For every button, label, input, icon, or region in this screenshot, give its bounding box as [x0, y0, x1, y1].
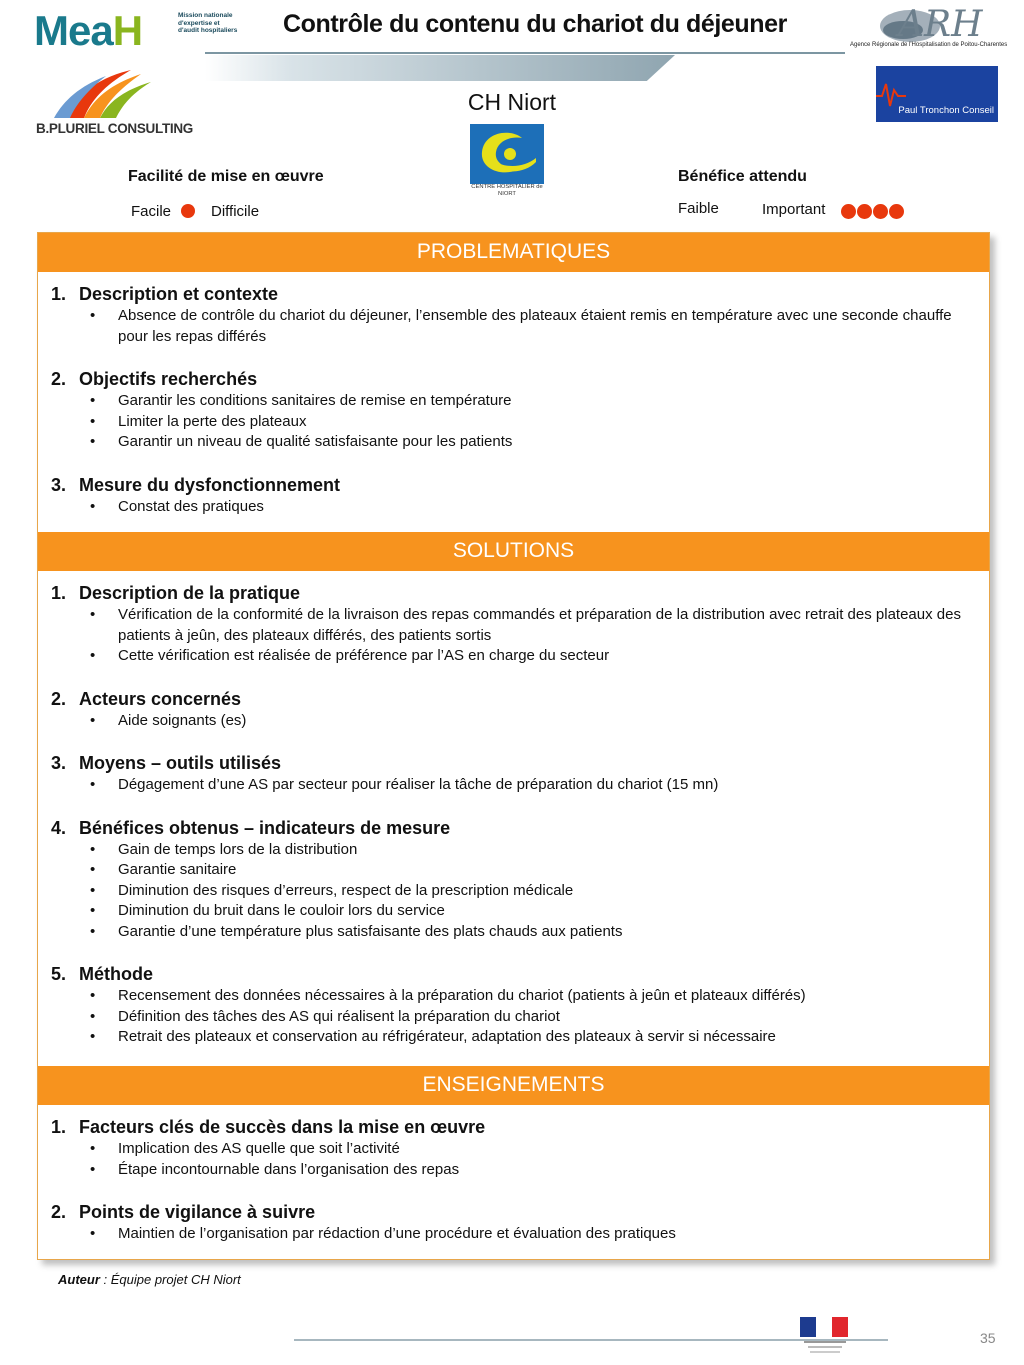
enseignements-item-heading	[51, 1202, 315, 1223]
problematiques-bullet-item	[90, 391, 980, 412]
solutions-bullet-item	[90, 901, 980, 922]
solutions-item-title: Bénéfices obtenus – indicateurs de mesure	[79, 817, 451, 838]
problematiques-bullet-text: Garantir un niveau de qualité satisfaisante pour les patients	[118, 433, 513, 450]
solutions-item-title: Méthode	[79, 964, 153, 984]
solutions-item-number: 3.	[51, 753, 67, 773]
marianne-logo	[796, 1315, 854, 1359]
author-label: Auteur	[58, 1272, 100, 1287]
solutions-bullet-text: Retrait des plateaux et conservation au réfrigérateur, adaptation des plateaux à servir si nécessaire	[118, 1028, 776, 1045]
solutions-bullet-text: Recensement des données nécessaires à la préparation du chariot (patients à jeûn et plateaux différés)	[118, 987, 806, 1004]
problematiques-bullet-item	[90, 432, 980, 453]
enseignements-item-heading	[51, 1117, 485, 1138]
solutions-item-title: Description de la pratique	[79, 583, 301, 603]
solutions-bullet-text: Définition des tâches des AS qui réalisent la préparation du chariot	[118, 1007, 560, 1025]
problematiques-bullet-text: Limiter la perte des plateaux	[118, 412, 307, 430]
bullet-icon: •	[90, 647, 96, 664]
problematiques-item-title: Description et contexte	[79, 284, 279, 304]
bullet-icon: •	[90, 1225, 96, 1242]
ch-niort-logo	[470, 124, 544, 196]
solutions-bullet-text: Diminution des risques d’erreurs, respect de la prescription médicale	[118, 881, 574, 899]
ch-niort-logo-text: CENTRE HOSPITALIER de NIORT	[471, 184, 543, 197]
solutions-bullet-text: Garantie d’une température plus satisfaisante des plats chauds aux patients	[118, 922, 623, 940]
tronchon-logo	[876, 66, 998, 122]
enseignements-item-title: Points de vigilance à suivre	[79, 1202, 316, 1222]
benefit-dot	[889, 204, 904, 219]
page-subtitle: CH Niort	[467, 89, 557, 115]
bpluriel-logo-text: B.PLURIEL CONSULTING	[36, 121, 194, 136]
problematiques-bullet-text: Constat des pratiques	[118, 497, 264, 515]
bullet-icon: •	[90, 987, 96, 1004]
tronchon-logo-text: Paul Tronchon Conseil	[898, 105, 994, 116]
ease-low-label: Facile	[131, 203, 172, 220]
bullet-icon: •	[90, 840, 96, 858]
problematiques-item-number: 2.	[51, 369, 67, 389]
solutions-bullet-item	[90, 881, 980, 902]
solutions-bullet-item	[90, 775, 980, 796]
problematiques-header: PROBLEMATIQUES	[38, 233, 989, 272]
problematiques-item-heading	[51, 284, 278, 305]
ch-niort-emblem-icon	[470, 124, 544, 184]
page-title: Contrôle du contenu du chariot du déjeuner	[282, 10, 788, 38]
problematiques-bullet-text: Absence de contrôle du chariot du déjeuner, l’ensemble des plateaux étaient remis en température avec une seconde chauffe pour les repas différés	[118, 307, 952, 345]
author-line	[58, 1272, 241, 1287]
solutions-bullet-item	[90, 646, 980, 667]
arh-logo	[848, 4, 1008, 56]
enseignements-item-number: 2.	[51, 1202, 67, 1222]
bullet-icon: •	[90, 922, 96, 940]
enseignements-bullet-item	[90, 1139, 980, 1160]
bullet-icon: •	[90, 861, 96, 878]
solutions-bullet-text: Garantie sanitaire	[118, 861, 237, 878]
meah-logo-h: H	[112, 7, 143, 54]
title-underline	[205, 52, 845, 54]
problematiques-item-heading	[51, 475, 340, 496]
benefit-label: Bénéfice attendu	[678, 168, 807, 185]
solutions-bullet-item	[90, 986, 980, 1007]
solutions-bullet-text: Cette vérification est réalisée de préférence par l’AS en charge du secteur	[118, 647, 610, 664]
solutions-item-number: 2.	[51, 688, 67, 709]
bpluriel-logo	[36, 66, 206, 136]
solutions-bullet-item	[90, 1007, 980, 1028]
solutions-item-title: Acteurs concernés	[79, 688, 242, 709]
benefit-dot	[841, 204, 856, 219]
enseignements-item-number: 1.	[51, 1117, 67, 1137]
solutions-bullet-text: Aide soignants (es)	[118, 711, 247, 729]
bullet-icon: •	[90, 881, 96, 899]
enseignements-header: ENSEIGNEMENTS	[38, 1066, 989, 1105]
enseignements-bullet-item	[90, 1160, 980, 1181]
bullet-icon: •	[90, 606, 96, 623]
ease-label: Facilité de mise en œuvre	[128, 168, 324, 185]
benefit-low-label: Faible	[678, 200, 719, 217]
meah-logo-word: Mea	[34, 7, 113, 54]
benefit-high-label: Important	[762, 201, 826, 218]
solutions-bullet-item	[90, 860, 980, 881]
content-panel	[37, 232, 990, 1260]
ease-level-dot	[181, 204, 195, 218]
ease-high-label: Difficile	[211, 203, 260, 220]
bullet-icon: •	[90, 307, 96, 324]
solutions-bullet-item	[90, 1027, 980, 1048]
problematiques-bullet-item	[90, 412, 980, 433]
solutions-bullet-item	[90, 711, 980, 732]
bullet-icon: •	[90, 497, 96, 515]
problematiques-item-number: 1.	[51, 284, 67, 304]
republique-francaise-icon	[796, 1315, 854, 1359]
solutions-item-number: 5.	[51, 964, 67, 984]
bpluriel-swoosh-icon	[36, 66, 206, 122]
problematiques-item-title: Objectifs recherchés	[79, 369, 258, 389]
enseignements-item-title: Facteurs clés de succès dans la mise en œuvre	[79, 1117, 486, 1137]
enseignements-bullet-text: Maintien de l’organisation par rédaction d’une procédure et évaluation des pratiques	[118, 1225, 676, 1242]
solutions-item-heading	[51, 689, 241, 710]
solutions-item-heading	[51, 753, 281, 774]
arh-logo-word: ARH	[898, 4, 983, 45]
solutions-item-number: 1.	[51, 583, 67, 603]
enseignements-bullet-text: Étape incontournable dans l’organisation des repas	[118, 1160, 460, 1178]
benefit-dot	[857, 204, 872, 219]
bullet-icon: •	[90, 711, 96, 729]
solutions-bullet-item	[90, 840, 980, 861]
bullet-icon: •	[90, 1007, 96, 1025]
bullet-icon: •	[90, 392, 96, 409]
solutions-bullet-item	[90, 922, 980, 943]
solutions-item-number: 4.	[51, 817, 67, 838]
benefit-dot	[873, 204, 888, 219]
bullet-icon: •	[90, 1160, 96, 1178]
bullet-icon: •	[90, 902, 96, 919]
problematiques-bullet-item	[90, 497, 980, 518]
meah-logo-subtitle: Mission nationale d'expertise et d'audit hospitaliers	[178, 12, 238, 35]
bullet-icon: •	[90, 1028, 96, 1045]
page-number: 35	[980, 1330, 996, 1346]
problematiques-bullet-text: Garantir les conditions sanitaires de remise en température	[118, 392, 512, 409]
bullet-icon: •	[90, 433, 96, 450]
solutions-bullet-text: Vérification de la conformité de la livraison des repas commandés et préparation de la distribution avec retrait des plateaux des patients à jeûn, des plateaux différés, des patients sortis	[118, 606, 961, 644]
solutions-bullet-text: Diminution du bruit dans le couloir lors du service	[118, 902, 445, 919]
problematiques-bullet-item	[90, 306, 980, 347]
solutions-bullet-text: Dégagement d’une AS par secteur pour réaliser la tâche de préparation du chariot (15 mn)	[118, 776, 719, 793]
title-gradient-bar	[205, 55, 675, 81]
bullet-icon: •	[90, 1140, 96, 1157]
arh-logo-subtitle: Agence Régionale de l'Hospitalisation de Poitou-Charentes	[850, 42, 1008, 48]
benefit-level-dots	[841, 204, 904, 219]
solutions-bullet-text: Gain de temps lors de la distribution	[118, 840, 358, 858]
author-value: : Équipe projet CH Niort	[99, 1272, 241, 1287]
meah-logo	[34, 7, 238, 54]
solutions-item-heading	[51, 818, 450, 839]
problematiques-item-heading	[51, 369, 257, 390]
bullet-icon: •	[90, 412, 96, 430]
problematiques-item-number: 3.	[51, 474, 67, 495]
solutions-header: SOLUTIONS	[38, 532, 989, 571]
solutions-item-title: Moyens – outils utilisés	[79, 753, 282, 773]
problematiques-item-title: Mesure du dysfonctionnement	[79, 474, 341, 495]
solutions-bullet-item	[90, 605, 980, 646]
solutions-item-heading	[51, 583, 300, 604]
enseignements-bullet-text: Implication des AS quelle que soit l’activité	[118, 1140, 400, 1157]
enseignements-bullet-item	[90, 1224, 980, 1245]
bullet-icon: •	[90, 776, 96, 793]
solutions-item-heading	[51, 964, 153, 985]
